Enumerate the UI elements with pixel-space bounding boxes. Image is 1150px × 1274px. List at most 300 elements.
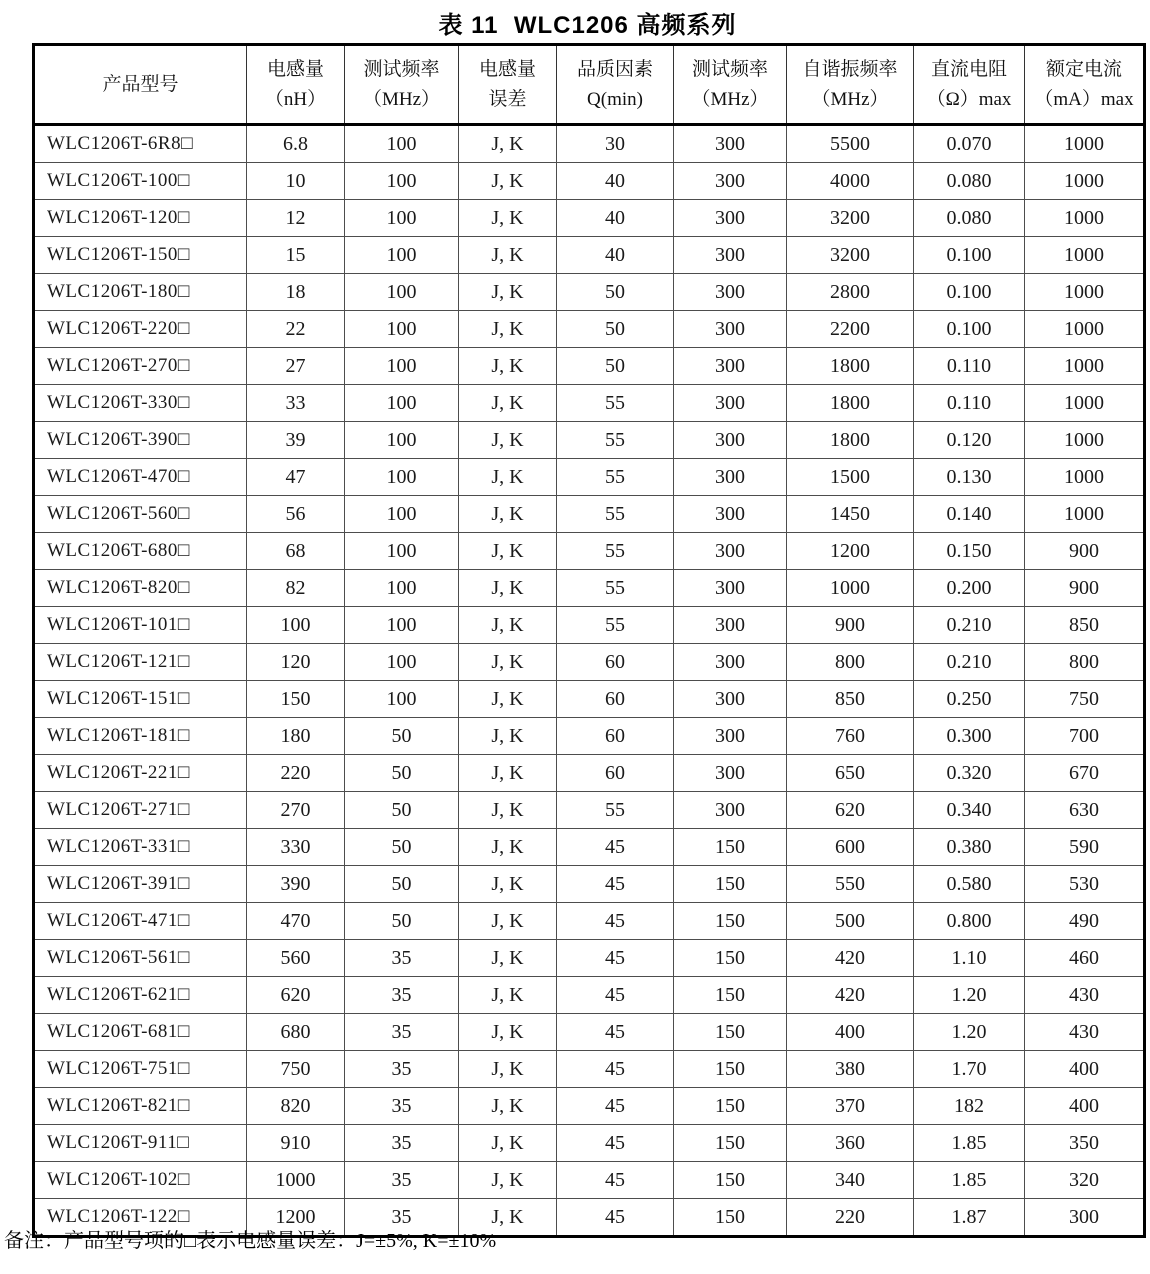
value-cell: 35 xyxy=(345,1199,459,1237)
value-cell: 150 xyxy=(674,940,787,977)
table-row xyxy=(34,422,1145,459)
model-cell: WLC1206T-391□ xyxy=(34,866,247,903)
value-cell: 300 xyxy=(674,200,787,237)
value-cell: 370 xyxy=(787,1088,914,1125)
value-cell: 100 xyxy=(345,570,459,607)
table-row xyxy=(34,533,1145,570)
value-cell: 1.20 xyxy=(914,1014,1025,1051)
value-cell: 220 xyxy=(787,1199,914,1237)
value-cell: 1000 xyxy=(1025,200,1145,237)
value-cell: 3200 xyxy=(787,237,914,274)
value-cell: 300 xyxy=(674,755,787,792)
value-cell: 0.070 xyxy=(914,125,1025,163)
value-cell: 0.100 xyxy=(914,311,1025,348)
column-header-line1: 电感量 xyxy=(478,58,536,80)
value-cell: 1.85 xyxy=(914,1125,1025,1162)
value-cell: 0.120 xyxy=(914,422,1025,459)
value-cell: 300 xyxy=(674,607,787,644)
value-cell: 15 xyxy=(247,237,345,274)
value-cell: 55 xyxy=(557,792,674,829)
value-cell: 530 xyxy=(1025,866,1145,903)
value-cell: 300 xyxy=(674,533,787,570)
value-cell: 900 xyxy=(1025,533,1145,570)
value-cell: 35 xyxy=(345,1125,459,1162)
value-cell: 100 xyxy=(345,237,459,274)
value-cell: 430 xyxy=(1025,1014,1145,1051)
value-cell: J, K xyxy=(459,422,557,459)
value-cell: 300 xyxy=(674,385,787,422)
value-cell: 400 xyxy=(1025,1088,1145,1125)
table-row xyxy=(34,459,1145,496)
table-row xyxy=(34,977,1145,1014)
value-cell: 27 xyxy=(247,348,345,385)
value-cell: 1000 xyxy=(1025,385,1145,422)
value-cell: J, K xyxy=(459,829,557,866)
table-row xyxy=(34,1014,1145,1051)
model-cell: WLC1206T-751□ xyxy=(34,1051,247,1088)
model-cell: WLC1206T-120□ xyxy=(34,200,247,237)
value-cell: 45 xyxy=(557,940,674,977)
value-cell: J, K xyxy=(459,792,557,829)
value-cell: J, K xyxy=(459,977,557,1014)
value-cell: 50 xyxy=(345,792,459,829)
value-cell: J, K xyxy=(459,718,557,755)
value-cell: 3200 xyxy=(787,200,914,237)
value-cell: 300 xyxy=(674,718,787,755)
value-cell: 150 xyxy=(674,1051,787,1088)
value-cell: 18 xyxy=(247,274,345,311)
value-cell: 82 xyxy=(247,570,345,607)
value-cell: J, K xyxy=(459,644,557,681)
footnote: 备注：产品型号项的□表示电感量误差：J=±5%, K=±10% xyxy=(4,1230,497,1252)
value-cell: 60 xyxy=(557,755,674,792)
column-header-line1: 产品型号 xyxy=(102,73,179,95)
value-cell: 300 xyxy=(674,644,787,681)
table-row xyxy=(34,792,1145,829)
value-cell: 1200 xyxy=(247,1199,345,1237)
value-cell: 150 xyxy=(674,866,787,903)
column-header xyxy=(459,45,557,125)
value-cell: 1000 xyxy=(1025,163,1145,200)
value-cell: J, K xyxy=(459,940,557,977)
value-cell: 4000 xyxy=(787,163,914,200)
value-cell: 430 xyxy=(1025,977,1145,1014)
model-cell: WLC1206T-821□ xyxy=(34,1088,247,1125)
value-cell: 0.210 xyxy=(914,644,1025,681)
value-cell: 50 xyxy=(345,718,459,755)
value-cell: 900 xyxy=(787,607,914,644)
value-cell: 40 xyxy=(557,200,674,237)
value-cell: 0.300 xyxy=(914,718,1025,755)
value-cell: 40 xyxy=(557,163,674,200)
value-cell: 0.080 xyxy=(914,163,1025,200)
value-cell: 55 xyxy=(557,459,674,496)
table-row xyxy=(34,1088,1145,1125)
table-row xyxy=(34,940,1145,977)
value-cell: 800 xyxy=(1025,644,1145,681)
value-cell: J, K xyxy=(459,125,557,163)
table-title: 表 11 WLC1206 高频系列 xyxy=(438,12,737,39)
model-cell: WLC1206T-681□ xyxy=(34,1014,247,1051)
table-row xyxy=(34,607,1145,644)
model-cell: WLC1206T-151□ xyxy=(34,681,247,718)
value-cell: 100 xyxy=(345,385,459,422)
value-cell: 1000 xyxy=(1025,459,1145,496)
value-cell: 100 xyxy=(345,607,459,644)
table-row xyxy=(34,1051,1145,1088)
value-cell: 670 xyxy=(1025,755,1145,792)
value-cell: 50 xyxy=(557,311,674,348)
value-cell: 380 xyxy=(787,1051,914,1088)
table-row xyxy=(34,570,1145,607)
value-cell: J, K xyxy=(459,866,557,903)
value-cell: 150 xyxy=(674,1125,787,1162)
model-cell: WLC1206T-820□ xyxy=(34,570,247,607)
value-cell: J, K xyxy=(459,1199,557,1237)
value-cell: 100 xyxy=(345,422,459,459)
value-cell: 320 xyxy=(1025,1162,1145,1199)
model-cell: WLC1206T-121□ xyxy=(34,644,247,681)
value-cell: 45 xyxy=(557,1051,674,1088)
table-row xyxy=(34,866,1145,903)
value-cell: J, K xyxy=(459,1088,557,1125)
value-cell: 0.320 xyxy=(914,755,1025,792)
value-cell: 1000 xyxy=(1025,274,1145,311)
value-cell: 1800 xyxy=(787,348,914,385)
value-cell: 35 xyxy=(345,1051,459,1088)
column-header xyxy=(674,45,787,125)
value-cell: 600 xyxy=(787,829,914,866)
value-cell: 1.87 xyxy=(914,1199,1025,1237)
value-cell: 60 xyxy=(557,681,674,718)
value-cell: 45 xyxy=(557,1162,674,1199)
value-cell: 0.150 xyxy=(914,533,1025,570)
value-cell: 50 xyxy=(557,274,674,311)
value-cell: 300 xyxy=(674,311,787,348)
value-cell: 850 xyxy=(1025,607,1145,644)
column-header xyxy=(345,45,459,125)
value-cell: 45 xyxy=(557,1199,674,1237)
table-row xyxy=(34,348,1145,385)
model-cell: WLC1206T-6R8□ xyxy=(34,125,247,163)
value-cell: 400 xyxy=(1025,1051,1145,1088)
value-cell: 60 xyxy=(557,644,674,681)
table-body xyxy=(34,125,1145,1237)
value-cell: 300 xyxy=(674,681,787,718)
value-cell: 300 xyxy=(674,125,787,163)
value-cell: 0.110 xyxy=(914,385,1025,422)
spec-table xyxy=(32,43,1146,1238)
value-cell: 50 xyxy=(345,903,459,940)
model-cell: WLC1206T-181□ xyxy=(34,718,247,755)
value-cell: 6.8 xyxy=(247,125,345,163)
column-header xyxy=(1025,45,1145,125)
table-row xyxy=(34,644,1145,681)
value-cell: 590 xyxy=(1025,829,1145,866)
table-row xyxy=(34,125,1145,163)
value-cell: J, K xyxy=(459,311,557,348)
value-cell: 420 xyxy=(787,940,914,977)
value-cell: 300 xyxy=(674,422,787,459)
column-header-line1: 直流电阻 xyxy=(930,58,1007,80)
model-cell: WLC1206T-220□ xyxy=(34,311,247,348)
value-cell: 1000 xyxy=(1025,422,1145,459)
value-cell: 50 xyxy=(345,866,459,903)
value-cell: 35 xyxy=(345,1162,459,1199)
value-cell: 5500 xyxy=(787,125,914,163)
value-cell: 100 xyxy=(345,274,459,311)
column-header xyxy=(787,45,914,125)
value-cell: 100 xyxy=(247,607,345,644)
value-cell: 150 xyxy=(674,1014,787,1051)
value-cell: 0.380 xyxy=(914,829,1025,866)
value-cell: 35 xyxy=(345,1088,459,1125)
value-cell: 470 xyxy=(247,903,345,940)
column-header-line2: 误差 xyxy=(488,88,527,110)
value-cell: J, K xyxy=(459,200,557,237)
value-cell: 1800 xyxy=(787,385,914,422)
value-cell: 1800 xyxy=(787,422,914,459)
value-cell: 55 xyxy=(557,385,674,422)
value-cell: 1000 xyxy=(1025,348,1145,385)
column-header-line2: （MHz） xyxy=(362,88,441,110)
value-cell: 680 xyxy=(247,1014,345,1051)
table-row xyxy=(34,718,1145,755)
column-header-line1: 额定电流 xyxy=(1045,58,1122,80)
column-header-line1: 自谐振频率 xyxy=(802,58,898,80)
value-cell: 300 xyxy=(674,459,787,496)
value-cell: 47 xyxy=(247,459,345,496)
value-cell: 0.140 xyxy=(914,496,1025,533)
model-cell: WLC1206T-271□ xyxy=(34,792,247,829)
value-cell: 45 xyxy=(557,1088,674,1125)
value-cell: 45 xyxy=(557,866,674,903)
model-cell: WLC1206T-331□ xyxy=(34,829,247,866)
value-cell: 360 xyxy=(787,1125,914,1162)
value-cell: J, K xyxy=(459,1162,557,1199)
value-cell: 55 xyxy=(557,533,674,570)
value-cell: 100 xyxy=(345,311,459,348)
value-cell: 300 xyxy=(674,570,787,607)
column-header-line1: 测试频率 xyxy=(691,58,768,80)
value-cell: 0.800 xyxy=(914,903,1025,940)
value-cell: 620 xyxy=(787,792,914,829)
column-header xyxy=(247,45,345,125)
table-row xyxy=(34,237,1145,274)
model-cell: WLC1206T-471□ xyxy=(34,903,247,940)
value-cell: J, K xyxy=(459,755,557,792)
value-cell: 150 xyxy=(674,829,787,866)
model-cell: WLC1206T-122□ xyxy=(34,1199,247,1237)
value-cell: 300 xyxy=(674,163,787,200)
value-cell: 100 xyxy=(345,200,459,237)
value-cell: 350 xyxy=(1025,1125,1145,1162)
value-cell: 700 xyxy=(1025,718,1145,755)
value-cell: 45 xyxy=(557,977,674,1014)
value-cell: 300 xyxy=(1025,1199,1145,1237)
model-cell: WLC1206T-101□ xyxy=(34,607,247,644)
value-cell: 1200 xyxy=(787,533,914,570)
value-cell: J, K xyxy=(459,903,557,940)
model-cell: WLC1206T-330□ xyxy=(34,385,247,422)
value-cell: J, K xyxy=(459,348,557,385)
value-cell: 500 xyxy=(787,903,914,940)
model-cell: WLC1206T-560□ xyxy=(34,496,247,533)
value-cell: J, K xyxy=(459,533,557,570)
value-cell: J, K xyxy=(459,681,557,718)
table-row xyxy=(34,200,1145,237)
value-cell: 150 xyxy=(674,1199,787,1237)
value-cell: J, K xyxy=(459,570,557,607)
column-header xyxy=(914,45,1025,125)
value-cell: 150 xyxy=(674,1088,787,1125)
value-cell: 150 xyxy=(674,1162,787,1199)
value-cell: 220 xyxy=(247,755,345,792)
value-cell: 45 xyxy=(557,829,674,866)
value-cell: 0.210 xyxy=(914,607,1025,644)
table-row xyxy=(34,829,1145,866)
value-cell: 33 xyxy=(247,385,345,422)
value-cell: 0.200 xyxy=(914,570,1025,607)
value-cell: 30 xyxy=(557,125,674,163)
value-cell: J, K xyxy=(459,274,557,311)
value-cell: 560 xyxy=(247,940,345,977)
column-header-line2: （MHz） xyxy=(811,88,889,110)
value-cell: 0.100 xyxy=(914,274,1025,311)
value-cell: J, K xyxy=(459,163,557,200)
value-cell: 330 xyxy=(247,829,345,866)
value-cell: 35 xyxy=(345,977,459,1014)
model-cell: WLC1206T-150□ xyxy=(34,237,247,274)
value-cell: 22 xyxy=(247,311,345,348)
table-row xyxy=(34,681,1145,718)
column-header-line2: （Ω）max xyxy=(926,88,1012,110)
value-cell: 270 xyxy=(247,792,345,829)
value-cell: 35 xyxy=(345,940,459,977)
value-cell: 100 xyxy=(345,533,459,570)
model-cell: WLC1206T-561□ xyxy=(34,940,247,977)
model-cell: WLC1206T-911□ xyxy=(34,1125,247,1162)
table-row xyxy=(34,311,1145,348)
column-header-line2: （nH） xyxy=(264,88,327,110)
table-row xyxy=(34,1125,1145,1162)
model-cell: WLC1206T-102□ xyxy=(34,1162,247,1199)
value-cell: 68 xyxy=(247,533,345,570)
value-cell: 390 xyxy=(247,866,345,903)
value-cell: 750 xyxy=(247,1051,345,1088)
value-cell: 55 xyxy=(557,496,674,533)
value-cell: 1.20 xyxy=(914,977,1025,1014)
value-cell: 100 xyxy=(345,348,459,385)
value-cell: 100 xyxy=(345,125,459,163)
value-cell: J, K xyxy=(459,1014,557,1051)
value-cell: 50 xyxy=(345,829,459,866)
value-cell: 55 xyxy=(557,422,674,459)
value-cell: 0.080 xyxy=(914,200,1025,237)
value-cell: 100 xyxy=(345,163,459,200)
value-cell: 0.580 xyxy=(914,866,1025,903)
value-cell: 300 xyxy=(674,348,787,385)
value-cell: 1500 xyxy=(787,459,914,496)
value-cell: 2800 xyxy=(787,274,914,311)
value-cell: 910 xyxy=(247,1125,345,1162)
value-cell: J, K xyxy=(459,237,557,274)
value-cell: J, K xyxy=(459,1125,557,1162)
value-cell: 400 xyxy=(787,1014,914,1051)
value-cell: 1450 xyxy=(787,496,914,533)
table-header-row xyxy=(34,45,1145,125)
value-cell: 0.340 xyxy=(914,792,1025,829)
value-cell: 750 xyxy=(1025,681,1145,718)
value-cell: 1000 xyxy=(1025,237,1145,274)
value-cell: 550 xyxy=(787,866,914,903)
value-cell: 760 xyxy=(787,718,914,755)
value-cell: 55 xyxy=(557,607,674,644)
value-cell: 120 xyxy=(247,644,345,681)
value-cell: 1.70 xyxy=(914,1051,1025,1088)
column-header-line2: （MHz） xyxy=(691,88,769,110)
value-cell: 490 xyxy=(1025,903,1145,940)
table-row xyxy=(34,903,1145,940)
table-row xyxy=(34,496,1145,533)
model-cell: WLC1206T-221□ xyxy=(34,755,247,792)
value-cell: 100 xyxy=(345,496,459,533)
value-cell: 300 xyxy=(674,496,787,533)
value-cell: 420 xyxy=(787,977,914,1014)
value-cell: 460 xyxy=(1025,940,1145,977)
value-cell: 45 xyxy=(557,1014,674,1051)
value-cell: 300 xyxy=(674,792,787,829)
column-header-line1: 测试频率 xyxy=(363,58,440,80)
table-row xyxy=(34,163,1145,200)
column-header-line2: （mA）max xyxy=(1034,88,1134,110)
value-cell: 0.130 xyxy=(914,459,1025,496)
value-cell: 0.100 xyxy=(914,237,1025,274)
value-cell: 40 xyxy=(557,237,674,274)
value-cell: 1.85 xyxy=(914,1162,1025,1199)
table-row xyxy=(34,385,1145,422)
value-cell: 650 xyxy=(787,755,914,792)
value-cell: 100 xyxy=(345,644,459,681)
value-cell: 182 xyxy=(914,1088,1025,1125)
model-cell: WLC1206T-680□ xyxy=(34,533,247,570)
value-cell: J, K xyxy=(459,385,557,422)
value-cell: 800 xyxy=(787,644,914,681)
value-cell: 12 xyxy=(247,200,345,237)
value-cell: 60 xyxy=(557,718,674,755)
table-row xyxy=(34,755,1145,792)
table-row xyxy=(34,1162,1145,1199)
value-cell: 100 xyxy=(345,459,459,496)
value-cell: 50 xyxy=(345,755,459,792)
value-cell: 620 xyxy=(247,977,345,1014)
value-cell: 1000 xyxy=(1025,311,1145,348)
value-cell: 340 xyxy=(787,1162,914,1199)
value-cell: 35 xyxy=(345,1014,459,1051)
value-cell: J, K xyxy=(459,1051,557,1088)
column-header xyxy=(557,45,674,125)
value-cell: 820 xyxy=(247,1088,345,1125)
value-cell: 1.10 xyxy=(914,940,1025,977)
table-row xyxy=(34,274,1145,311)
value-cell: 100 xyxy=(345,681,459,718)
value-cell: 300 xyxy=(674,237,787,274)
value-cell: 45 xyxy=(557,1125,674,1162)
value-cell: 45 xyxy=(557,903,674,940)
value-cell: 56 xyxy=(247,496,345,533)
value-cell: 1000 xyxy=(1025,125,1145,163)
value-cell: 10 xyxy=(247,163,345,200)
